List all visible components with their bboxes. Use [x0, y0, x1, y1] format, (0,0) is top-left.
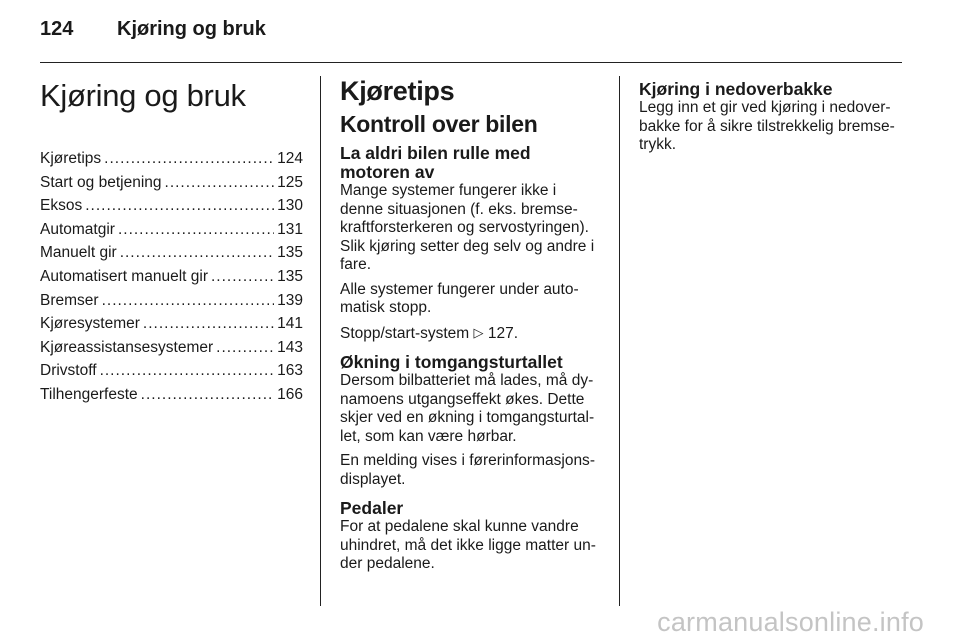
block-heading: Økning i tomgangsturtallet: [340, 352, 563, 372]
toc-item-page: 135: [277, 244, 303, 262]
toc-dot-leader: [165, 174, 275, 192]
toc-item-label: Kjøretips: [40, 150, 102, 167]
toc-item-page: 125: [277, 173, 303, 191]
toc-dot-leader: [120, 244, 274, 262]
toc-dot-leader: [143, 315, 274, 333]
toc-item[interactable]: [40, 268, 303, 292]
cross-reference-text: Stopp/start-system: [340, 324, 470, 342]
block-paragraph: En melding vises i førerinformasjonsdisplayet.: [340, 452, 595, 488]
toc-item-page: 130: [277, 197, 303, 215]
subsection-title: Kontroll over bilen: [340, 111, 538, 137]
toc-item-label: Bremser: [40, 291, 99, 309]
content-column-1: [340, 72, 603, 584]
chapter-title: Kjøring og bruk: [40, 78, 246, 113]
toc-item-page: 166: [277, 385, 303, 403]
header-rule: [40, 62, 902, 63]
toc-dot-leader: [211, 268, 274, 286]
section-title: Kjøretips: [340, 76, 455, 106]
block-idle-speed: [340, 353, 603, 489]
toc-item[interactable]: [40, 197, 303, 221]
toc-item-label: Drivstoff: [40, 362, 97, 380]
toc-item-label: Tilhengerfeste: [40, 385, 138, 403]
toc-dot-leader: [85, 197, 274, 215]
toc-item[interactable]: [40, 221, 303, 245]
toc-dot-leader: [141, 386, 274, 404]
toc-item-label: Kjøreassistansesystemer: [40, 338, 214, 356]
block-heading: Pedaler: [340, 498, 404, 518]
toc-item-label: Manuelt gir: [40, 244, 117, 262]
page-number: 124: [40, 18, 74, 40]
column-divider-2: [619, 76, 620, 606]
block-pedals: [340, 499, 603, 574]
toc-item-label: Automatgir: [40, 220, 115, 238]
toc-item[interactable]: [40, 150, 303, 174]
toc-dot-leader: [118, 221, 274, 239]
toc-item[interactable]: [40, 386, 303, 410]
header-title: Kjøring og bruk: [117, 18, 266, 40]
cross-reference[interactable]: [340, 324, 603, 344]
block-heading: La aldri bilen rulle med motoren av: [340, 143, 531, 182]
toc-dot-leader: [104, 150, 274, 168]
block-paragraph: Legg inn et gir ved kjøring i nedoverbakke for å sikre tilstrekkelig bremsetrykk.: [639, 99, 895, 153]
reference-arrow-icon: ▷: [473, 324, 484, 340]
toc-item[interactable]: [40, 315, 303, 339]
toc-item-page: 163: [277, 362, 303, 380]
watermark: carmanualsonline.info: [657, 607, 924, 637]
block-rolling: [340, 144, 603, 343]
block-paragraph: For at pedalene skal kunne vandre uhindret, må det ikke ligge matter under pedalene.: [340, 518, 596, 572]
toc-item[interactable]: [40, 174, 303, 198]
toc-dot-leader: [102, 292, 275, 310]
toc-item[interactable]: [40, 362, 303, 386]
block-paragraph: Dersom bilbatteriet må lades, må dynamoens utgangseffekt økes. Dette skjer ved en økning i tomgangsturtallet, som kan være hørbar.: [340, 372, 595, 445]
toc-item-page: 131: [277, 220, 303, 238]
toc-column: [40, 72, 303, 410]
toc-item-page: 139: [277, 291, 303, 309]
block-paragraph: Mange systemer fungerer ikke i denne situasjonen (f. eks. bremsekraftforsterkeren og servostyringen). Slik kjøring setter deg selv og andre i fare.: [340, 182, 595, 273]
toc-list: [40, 150, 303, 410]
toc-item-label: Start og betjening: [40, 173, 162, 191]
toc-dot-leader: [216, 339, 274, 357]
toc-item[interactable]: [40, 292, 303, 316]
toc-item-label: Kjøresystemer: [40, 315, 140, 333]
toc-item-page: 124: [277, 150, 303, 167]
toc-item-page: 135: [277, 267, 303, 285]
column-divider-1: [320, 76, 321, 606]
toc-item-label: Automatisert manuelt gir: [40, 267, 208, 285]
toc-dot-leader: [100, 362, 275, 380]
toc-item[interactable]: [40, 339, 303, 363]
block-paragraph: Alle systemer fungerer under automatisk stopp.: [340, 280, 579, 316]
content-column-2: [639, 80, 902, 161]
page-header: [40, 18, 266, 41]
toc-item-page: 143: [277, 338, 303, 356]
block-heading: Kjøring i nedoverbakke: [639, 79, 833, 99]
toc-item[interactable]: [40, 244, 303, 268]
toc-item-label: Eksos: [40, 197, 83, 215]
cross-reference-page: 127.: [487, 324, 519, 342]
toc-item-page: 141: [277, 315, 303, 333]
